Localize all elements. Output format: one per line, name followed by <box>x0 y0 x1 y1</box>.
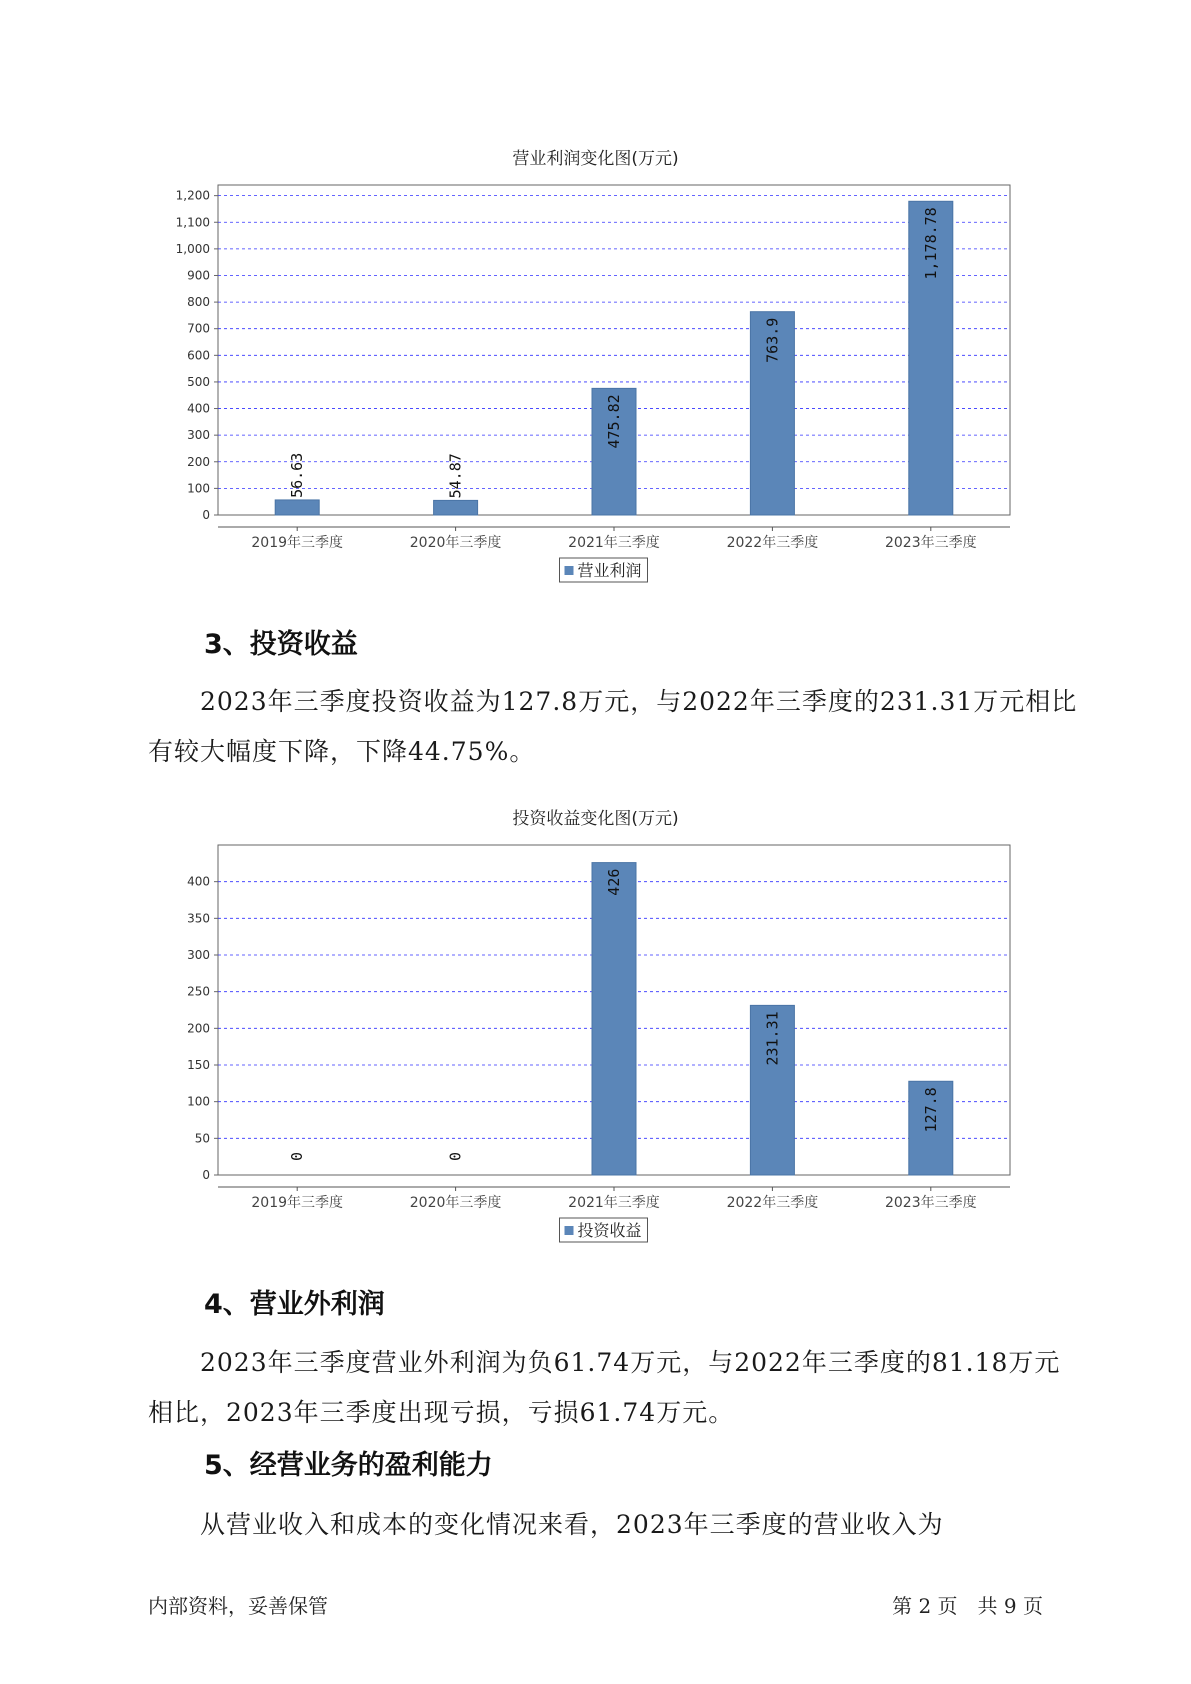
y-tick-label: 100 <box>187 481 210 496</box>
legend-label: 营业利润 <box>577 561 642 580</box>
x-tick-label: 2022年三季度 <box>726 535 819 551</box>
data-label: 1,178.78 <box>921 207 940 280</box>
footer-confidential-note: 内部资料，妥善保管 <box>148 1594 328 1618</box>
section5-paragraph: 从营业收入和成本的变化情况来看，2023年三季度的营业收入为 <box>200 1510 944 1539</box>
legend <box>560 558 648 582</box>
data-label: 0 <box>446 1151 465 1161</box>
section5-heading: 5、经营业务的盈利能力 <box>204 1450 493 1481</box>
y-tick-label: 100 <box>187 1094 210 1109</box>
y-tick-label: 1,100 <box>175 215 210 230</box>
y-tick-label: 1,200 <box>175 188 210 203</box>
y-tick-label: 500 <box>187 374 210 389</box>
section3-paragraph: 2023年三季度投资收益为127.8万元，与2022年三季度的231.31万元相比有较大幅度下降，下降44.75%。 <box>148 687 1078 766</box>
chart2-title: 投资收益变化图(万元) <box>512 809 679 829</box>
x-tick-label: 2023年三季度 <box>884 1195 977 1211</box>
data-label: 127.8 <box>921 1087 940 1133</box>
y-tick-label: 250 <box>187 984 210 999</box>
y-tick-label: 900 <box>187 268 210 283</box>
data-label: 231.31 <box>763 1011 782 1066</box>
y-tick-label: 300 <box>187 428 210 443</box>
y-tick-label: 350 <box>187 911 210 926</box>
y-tick-label: 700 <box>187 321 210 336</box>
x-tick-label: 2019年三季度 <box>251 1195 344 1211</box>
y-tick-label: 400 <box>187 874 210 889</box>
data-label: 475.82 <box>605 394 623 449</box>
y-tick-label: 50 <box>194 1131 210 1146</box>
x-tick-label: 2020年三季度 <box>409 1195 502 1211</box>
y-tick-label: 1,000 <box>175 241 210 256</box>
y-tick-label: 400 <box>187 401 210 416</box>
chart1-title: 营业利润变化图(万元) <box>512 149 679 169</box>
section4-paragraph: 2023年三季度营业外利润为负61.74万元，与2022年三季度的81.18万元相比，2023年三季度出现亏损，亏损61.74万元。 <box>148 1348 1061 1427</box>
data-label: 56.63 <box>288 452 307 498</box>
investment-income-chart <box>0 820 1191 1250</box>
legend-label: 投资收益 <box>577 1221 642 1240</box>
section3-heading: 3、投资收益 <box>204 629 358 660</box>
bar <box>275 500 319 515</box>
operating-profit-chart <box>0 160 1191 590</box>
y-tick-label: 0 <box>202 1168 210 1182</box>
y-tick-label: 200 <box>187 454 210 469</box>
data-label: 54.87 <box>446 453 465 499</box>
data-label: 426 <box>605 868 623 896</box>
legend <box>560 1218 648 1242</box>
x-tick-label: 2021年三季度 <box>568 535 660 551</box>
x-tick-label: 2019年三季度 <box>251 535 344 551</box>
y-tick-label: 150 <box>187 1058 210 1072</box>
legend-swatch <box>565 1226 574 1235</box>
y-tick-label: 800 <box>187 295 210 310</box>
bar <box>592 863 636 1175</box>
y-tick-label: 200 <box>187 1021 210 1036</box>
legend-swatch <box>565 566 574 575</box>
x-tick-label: 2020年三季度 <box>409 535 502 551</box>
x-tick-label: 2021年三季度 <box>568 1195 660 1211</box>
section4-heading: 4、营业外利润 <box>204 1289 385 1320</box>
y-tick-label: 0 <box>202 508 210 522</box>
footer-page-number: 第 2 页 共 9 页 <box>892 1594 1043 1618</box>
y-tick-label: 300 <box>187 948 210 962</box>
x-tick-label: 2022年三季度 <box>726 1195 819 1211</box>
bar <box>434 500 478 515</box>
y-tick-label: 600 <box>187 348 210 363</box>
data-label: 763.9 <box>763 317 782 363</box>
data-label: 0 <box>288 1151 307 1161</box>
x-tick-label: 2023年三季度 <box>884 535 977 551</box>
